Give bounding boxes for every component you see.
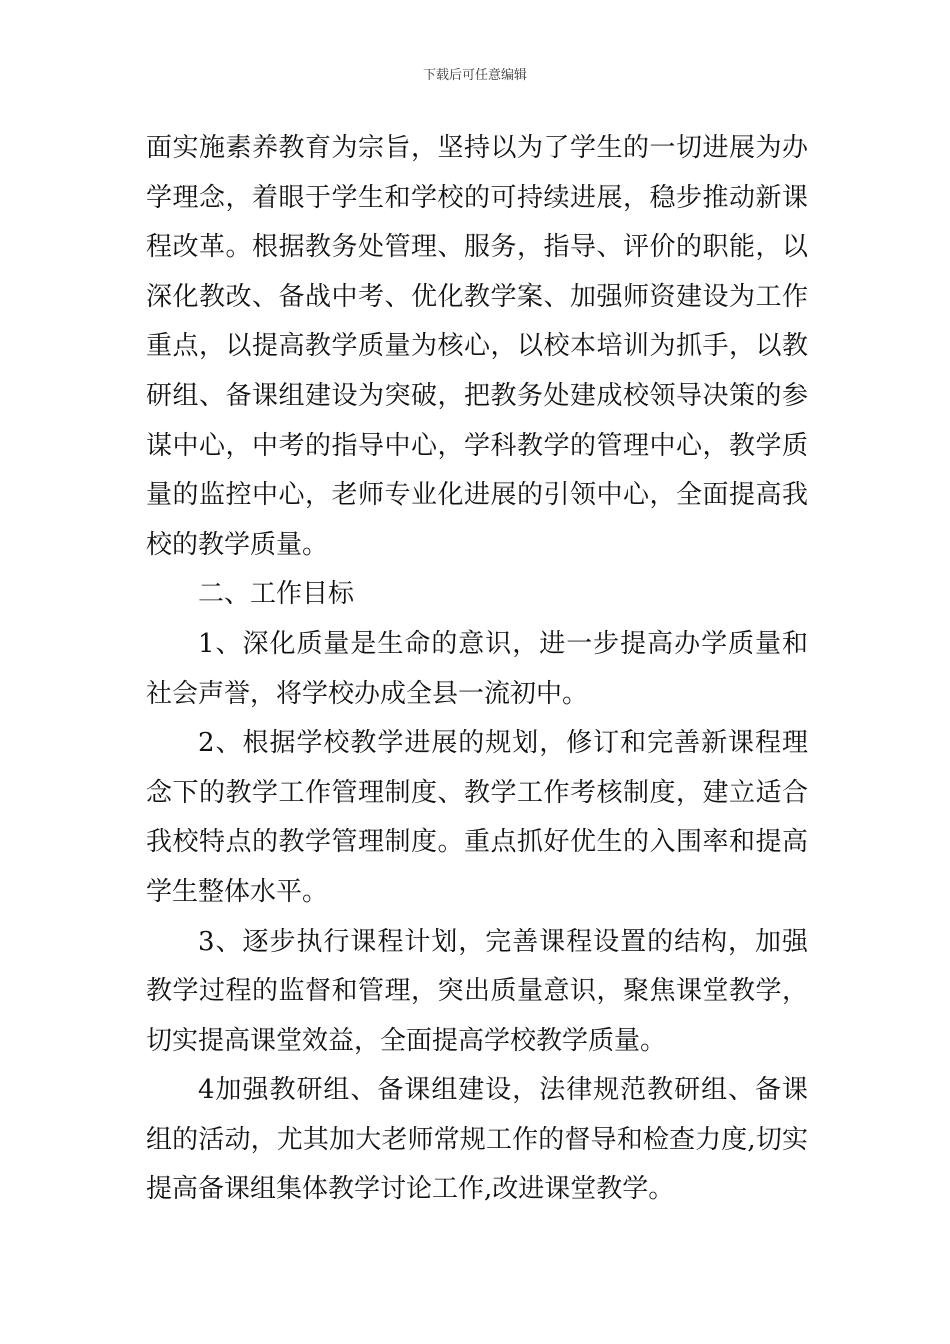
paragraph-goal-4: 4加强教研组、备课组建设，法律规范教研组、备课组的活动，尤其加大老师常规工作的督导和检查力度,切实提高备课组集体教学讨论工作,改进课堂教学。 xyxy=(146,1075,808,1205)
paragraph-goal-1: 1、深化质量是生命的意识，进一步提高办学质量和社会声誉，将学校办成全县一流初中。 xyxy=(146,628,808,709)
page-header: 下载后可任意编辑 xyxy=(422,68,527,83)
section-heading-work-goals: 二、工作目标 xyxy=(198,579,355,610)
document-body xyxy=(146,124,808,1215)
paragraph-goal-2: 2、根据学校教学进展的规划，修订和完善新课程理念下的教学工作管理制度、教学工作考核制度，建立适合我校特点的教学管理制度。重点抓好优生的入围率和提高学生整体水平。 xyxy=(146,728,808,907)
paragraph-goal-3: 3、逐步执行课程计划，完善课程设置的结构，加强教学过程的监督和管理，突出质量意识，聚焦课堂教学，切实提高课堂效益，全面提高学校教学质量。 xyxy=(146,926,808,1056)
paragraph-intro-continued: 面实施素养教育为宗旨，坚持以为了学生的一切进展为办学理念，着眼于学生和学校的可持续进展，稳步推动新课程改革。根据教务处管理、服务，指导、评价的职能，以深化教改、备战中考、优化教学案、加强师资建设为工作重点，以提高教学质量为核心，以校本培训为抓手，以教研组、备课组建设为突破，把教务处建成校领导决策的参谋中心，中考的指导中心，学科教学的管理中心，教学质量的监控中心，老师专业化进展的引领中心，全面提高我校的教学质量。 xyxy=(146,133,808,560)
